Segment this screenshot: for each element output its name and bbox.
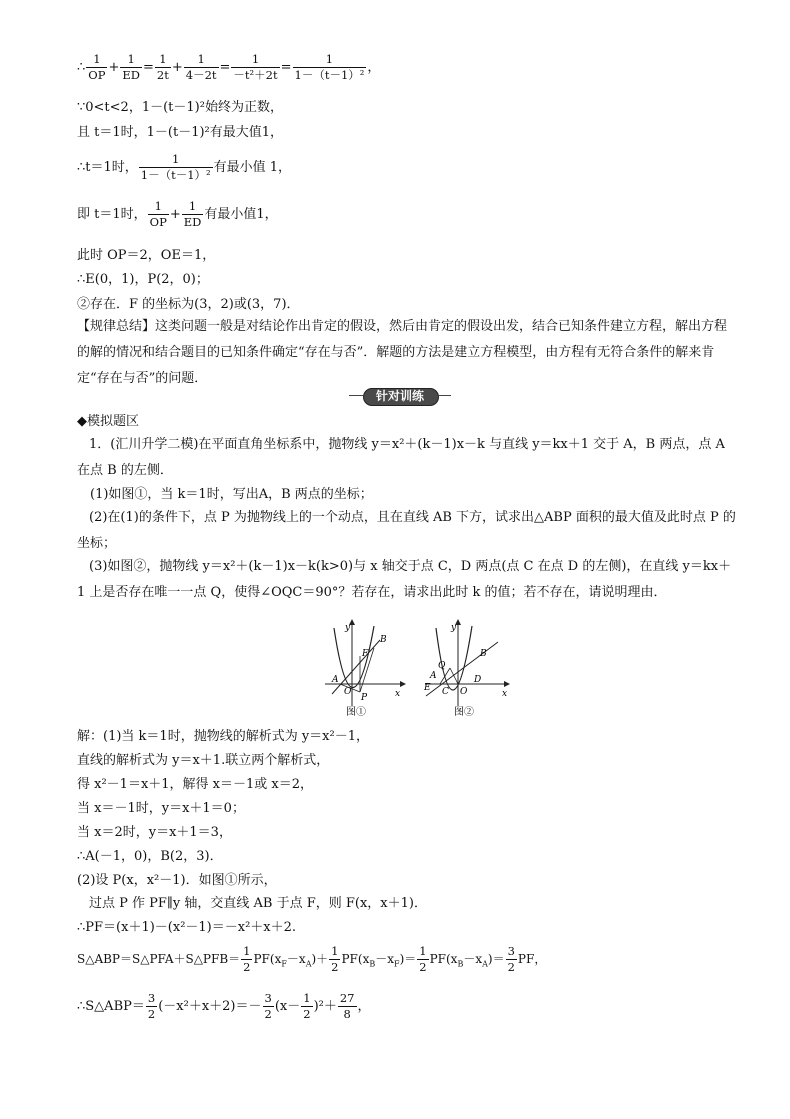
fraction: $\frac{1}{2}$ <box>419 944 427 974</box>
fraction: $\frac{1}{ED}$ <box>183 199 202 229</box>
axis-label-y: y <box>451 623 457 633</box>
text-line-6: 此时 OP＝2，OE＝1， <box>77 248 216 263</box>
point-label-b: B <box>480 649 487 659</box>
solution-line-3: 得 x²－1＝x＋1，解得 x＝－1或 x＝2， <box>77 777 314 792</box>
fraction: $\frac{1}{ED}$ <box>122 52 140 82</box>
text-line-2: ∵0<t<2，1－(t－1)²始终为正数， <box>77 100 283 115</box>
fraction: $\frac{3}{2}$ <box>507 944 515 974</box>
fraction: $\frac{1}{2t}$ <box>156 52 169 82</box>
fraction: $\frac{1}{2}$ <box>243 944 251 974</box>
fraction: $\frac{27}{8}$ <box>339 991 355 1021</box>
formula-line-5: 即 t＝1时， $\frac{1}{OP}$ + $\frac{1}{ED}$ 有最小值1， <box>77 199 278 229</box>
section-title: ◆模拟题区 <box>77 414 139 429</box>
axis-label-y: y <box>345 623 351 633</box>
solution-line-2: 直线的解析式为 y＝x＋1.联立两个解析式， <box>77 753 330 768</box>
point-label-c: C <box>442 687 449 697</box>
section-banner <box>355 385 445 407</box>
fraction: $\frac{1}{\text{－t²＋2t}}$ <box>233 52 278 82</box>
question-3: (3)如图②，抛物线 y＝x²＋(k－1)x－k(k>0)与 x 轴交于点 C，D 两点(点 C 在点 D 的左侧)，在直线 y＝kx＋1 上是否存在唯一一点 Q，使得∠OQC＝90°？若存在，请求出此时 k 的值；若不存在，请说明理由． <box>77 559 732 600</box>
point-label-f: F <box>362 649 369 659</box>
figure-1 <box>325 619 406 718</box>
fraction: $\frac{1}{OP}$ <box>149 199 167 229</box>
fraction: $\frac{1}{4-2t}$ <box>185 52 217 82</box>
fraction: $\frac{3}{2}$ <box>264 991 272 1021</box>
figure-1-caption: 图① <box>346 707 366 718</box>
therefore-symbol: ∴ <box>77 60 86 75</box>
solution-line-9: ∴PF＝(x＋1)－(x²－1)＝－x²＋x＋2. <box>77 920 297 935</box>
solution-line-7: (2)设 P(x，x²－1)．如图①所示， <box>77 873 277 888</box>
solution-line-10: S△ABP＝S△PFA＋S△PFB＝ $\frac{1}{2}$ $PF(x_F-x_A)+$ $\frac{1}{2}$ $PF(x_B-x_F)=$ $\frac{1}{2}$ $PF(x_B-x_A)=$ $\frac{3}{2}$ PF， <box>77 944 547 974</box>
axis-label-x: x <box>502 689 508 699</box>
rule-summary: 【规律总结】这类问题一般是对结论作出肯定的假设，然后由肯定的假设出发，结合已知条件建立方程，解出方程的解的情况和结合题目的已知条件确定“存在与否”．解题的方法是建立方程模型，由方程有无符合条件的解来肯定“存在与否”的问题． <box>77 319 728 386</box>
text-line-8: ②存在．F 的坐标为(3，2)或(3，7)． <box>77 297 300 312</box>
point-label-p: P <box>361 693 368 703</box>
point-label-a: A <box>430 671 437 681</box>
solution-line-5: 当 x＝2时，y＝x＋1＝3， <box>77 825 232 840</box>
fraction: $\frac{1}{\text{1－（t－1）²}}$ <box>294 52 365 82</box>
formula-line-4: ∴t＝1时， $\frac{1}{\text{1－（t－1）²}}$ 有最小值 1， <box>77 152 292 182</box>
solution-line-6: ∴A(－1，0)，B(2，3)． <box>77 849 223 864</box>
text-line-3: 且 t＝1时，1－(t－1)²有最大值1， <box>77 125 284 140</box>
fraction: $\frac{1}{2}$ <box>303 991 311 1021</box>
solution-line-8: 过点 P 作 PF∥y 轴，交直线 AB 于点 F，则 F(x，x＋1)． <box>89 896 427 911</box>
point-label-a: A <box>332 675 339 685</box>
point-label-q: Q <box>438 661 446 671</box>
point-label-o: O <box>460 687 468 697</box>
point-label-e: E <box>424 683 431 693</box>
formula-line-1: ∴ $\frac{1}{OP}$ + $\frac{1}{ED}$ = $\frac{1}{2t}$ + $\frac{1}{4-2t}$ = $\frac{1}{\text{－t²＋2t}}$ = $\frac{1}{\text{1－（t－1）²}}$ ， <box>77 52 381 82</box>
question-2: (2)在(1)的条件下，点 P 为抛物线上的一个动点，且在直线 AB 下方，试求出△ABP 面积的最大值及此时点 P 的坐标； <box>77 510 736 551</box>
question-1: (1)如图①，当 k＝1时，写出A，B 两点的坐标； <box>90 487 373 502</box>
point-label-o: O <box>344 687 352 697</box>
solution-line-11: ∴S△ABP＝ $\frac{3}{2}$ (－x²＋x＋2)＝－ $\frac{3}{2}$ (x－ $\frac{1}{2}$ )²＋ $\frac{27}{8}$ ， <box>77 991 371 1021</box>
banner-label: 针对训练 <box>375 389 424 403</box>
point-label-b: B <box>380 635 387 645</box>
problem-statement: 1．(汇川升学二模)在平面直角坐标系中，抛物线 y＝x²＋(k－1)x－k 与直线 y＝kx＋1 交于 A，B 两点，点 A 在点 B 的左侧． <box>77 437 725 478</box>
solution-line-4: 当 x＝－1时，y＝x＋1＝0； <box>77 801 245 816</box>
fraction: $\frac{1}{\text{1－（t－1）²}}$ <box>140 152 211 182</box>
figure-2-caption: 图② <box>454 707 474 718</box>
axis-label-x: x <box>395 689 401 699</box>
figure-2 <box>423 619 510 718</box>
figures <box>320 618 510 718</box>
solution-line-1: 解：(1)当 k＝1时，抛物线的解析式为 y＝x²－1， <box>77 729 369 744</box>
fraction: $\frac{1}{OP}$ <box>88 52 106 82</box>
fraction: $\frac{1}{2}$ <box>331 944 339 974</box>
point-label-d: D <box>474 675 482 685</box>
text-line-7: ∴E(0，1)，P(2，0)； <box>77 272 209 287</box>
fraction: $\frac{3}{2}$ <box>147 991 156 1021</box>
